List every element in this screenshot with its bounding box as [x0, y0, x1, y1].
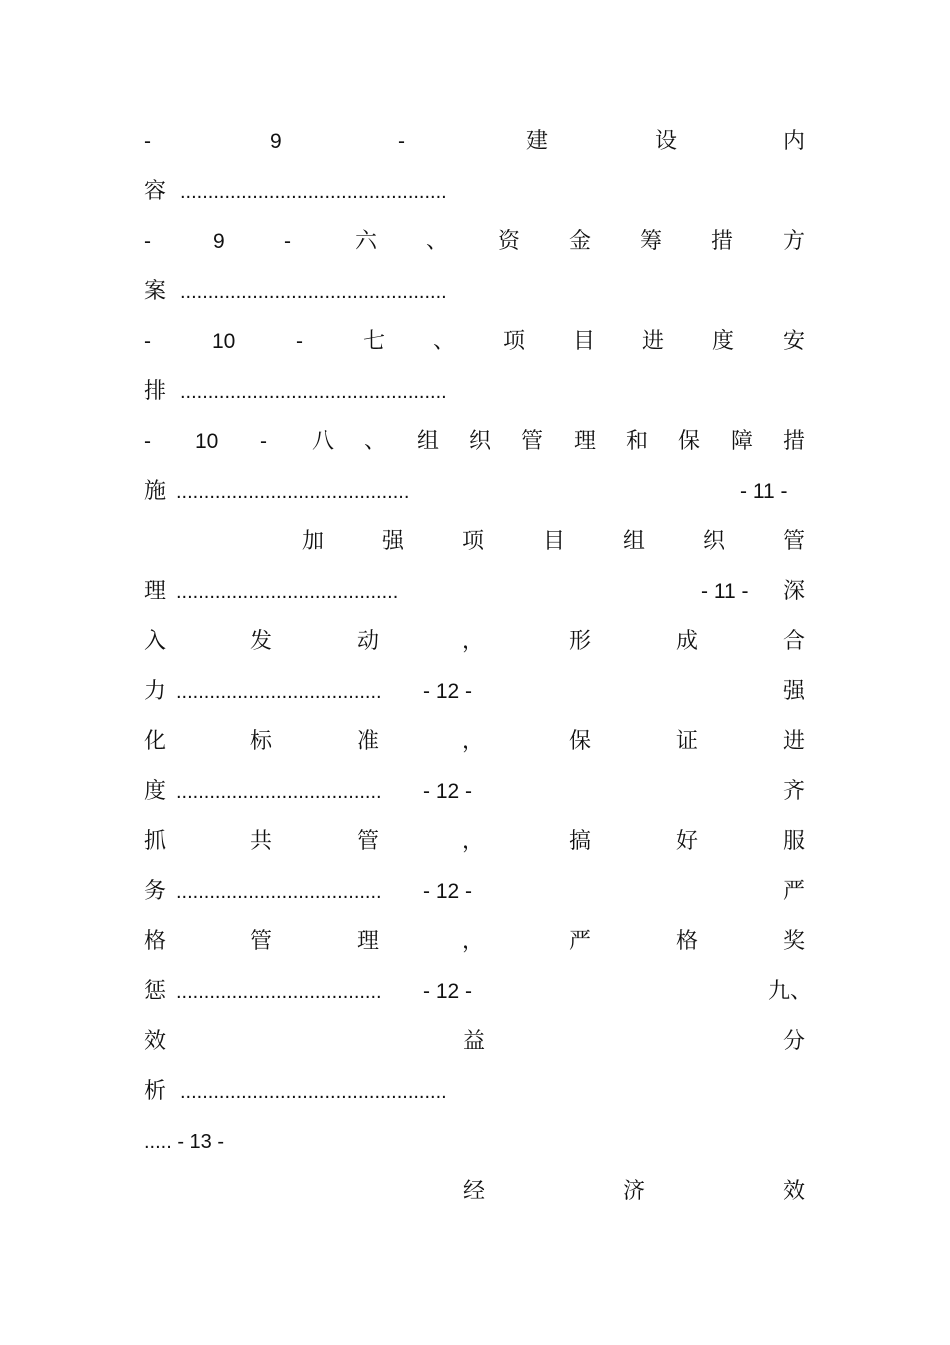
- toc-char: 形: [569, 629, 592, 654]
- toc-char: 障: [731, 429, 754, 454]
- toc-char: 保: [678, 429, 701, 454]
- toc-char: 严: [783, 879, 806, 904]
- toc-page-number: 9: [213, 230, 225, 253]
- toc-line: [144, 776, 805, 808]
- toc-line: [144, 1026, 805, 1058]
- toc-leader-dots: .....................................: [176, 881, 382, 903]
- toc-char: 进: [642, 329, 665, 354]
- toc-char: 目: [573, 329, 596, 354]
- toc-char: 容: [144, 179, 167, 204]
- toc-char: 抓: [144, 829, 167, 854]
- toc-char: 施: [144, 479, 167, 504]
- toc-char: 强: [783, 679, 806, 704]
- toc-char: 织: [469, 429, 492, 454]
- toc-page-number: - 12 -: [423, 880, 473, 903]
- toc-line: [144, 1176, 805, 1208]
- toc-char: 理: [357, 929, 380, 954]
- toc-line: [144, 176, 805, 208]
- toc-char: 分: [783, 1029, 806, 1054]
- toc-char: 和: [626, 429, 649, 454]
- toc-page-number: - 12 -: [423, 680, 473, 703]
- toc-line: [144, 376, 805, 408]
- toc-punct: ，: [462, 729, 485, 754]
- toc-char: 惩: [144, 979, 167, 1004]
- toc-line: [144, 126, 805, 158]
- toc-char: 资: [498, 229, 521, 254]
- toc-char: 筹: [640, 229, 663, 254]
- toc-line: [144, 826, 805, 858]
- toc-line: [144, 226, 805, 258]
- toc-char: 项: [462, 529, 485, 554]
- toc-punct: ，: [462, 629, 485, 654]
- toc-char: 理: [574, 429, 597, 454]
- toc-dash: -: [296, 330, 303, 353]
- toc-char: 组: [623, 529, 646, 554]
- toc-char: 措: [783, 429, 806, 454]
- toc-char: 服: [783, 829, 806, 854]
- toc-line: [144, 276, 805, 308]
- toc-page-number: 9: [270, 130, 282, 153]
- toc-char: 、: [433, 329, 456, 354]
- toc-char: 组: [417, 429, 440, 454]
- toc-char: 管: [357, 829, 380, 854]
- toc-line: [144, 426, 805, 458]
- toc-line: [144, 976, 813, 1008]
- toc-char: 七: [363, 329, 386, 354]
- toc-line: [144, 926, 805, 958]
- toc-char: 案: [144, 279, 167, 304]
- toc-char: 措: [711, 229, 734, 254]
- toc-char: 方: [783, 229, 806, 254]
- toc-char: 动: [357, 629, 380, 654]
- toc-page-number: - 11 -: [701, 580, 749, 603]
- toc-char: 深: [783, 579, 806, 604]
- toc-char: 合: [783, 629, 806, 654]
- toc-leader-dots: ................................................: [180, 1081, 447, 1103]
- toc-char: 奖: [783, 929, 806, 954]
- toc-page-number: - 11 -: [740, 480, 788, 503]
- toc-line: [144, 576, 805, 608]
- toc-line: [144, 1126, 805, 1158]
- toc-char: 目: [543, 529, 566, 554]
- toc-char: 八: [312, 429, 335, 454]
- toc-line: [144, 626, 805, 658]
- toc-char: 格: [144, 929, 167, 954]
- toc-char: 发: [250, 629, 273, 654]
- toc-dash: -: [284, 230, 291, 253]
- toc-char: 、: [426, 229, 449, 254]
- toc-char: 务: [144, 879, 167, 904]
- toc-char: 化: [144, 729, 167, 754]
- toc-char: 格: [676, 929, 699, 954]
- toc-char: 管: [521, 429, 544, 454]
- toc-char: 好: [676, 829, 699, 854]
- toc-dash: -: [260, 430, 267, 453]
- toc-leader-dots: .....................................: [176, 681, 382, 703]
- toc-dash: -: [398, 130, 405, 153]
- toc-char: 加: [302, 529, 325, 554]
- toc-char: 织: [703, 529, 726, 554]
- toc-char: 安: [783, 329, 806, 354]
- toc-char: 理: [144, 579, 167, 604]
- toc-char: 济: [623, 1179, 646, 1204]
- toc-char: 设: [655, 129, 678, 154]
- toc-char: 内: [783, 129, 806, 154]
- toc-char: 排: [144, 379, 167, 404]
- toc-char: 齐: [783, 779, 806, 804]
- toc-char: 严: [569, 929, 592, 954]
- toc-char: 保: [569, 729, 592, 754]
- toc-char: 成: [676, 629, 699, 654]
- toc-line: [144, 676, 805, 708]
- toc-punct: ，: [462, 929, 485, 954]
- toc-leader-dots: .....................................: [176, 781, 382, 803]
- toc-leader-dots: ................................................: [180, 281, 447, 303]
- toc-char: 证: [676, 729, 699, 754]
- toc-char: 共: [250, 829, 273, 854]
- toc-line: [144, 326, 805, 358]
- toc-leader-dots: ................................................: [180, 181, 447, 203]
- toc-dash: -: [144, 430, 151, 453]
- toc-char: 析: [144, 1079, 167, 1104]
- toc-line: [144, 1076, 805, 1108]
- toc-char: 经: [463, 1179, 486, 1204]
- toc-char: 金: [569, 229, 592, 254]
- toc-page-number: 10: [212, 330, 236, 353]
- toc-char: 强: [382, 529, 405, 554]
- toc-char: 效: [783, 1179, 806, 1204]
- toc-char: 管: [783, 529, 806, 554]
- toc-line: [144, 526, 805, 558]
- toc-page-number: ..... - 13 -: [144, 1131, 225, 1153]
- toc-line: [144, 876, 805, 908]
- toc-heading-number: 九、: [768, 979, 813, 1004]
- toc-dash: -: [144, 330, 151, 353]
- toc-char: 进: [783, 729, 806, 754]
- toc-char: 准: [357, 729, 380, 754]
- toc-line: [144, 476, 805, 508]
- toc-leader-dots: ..........................................: [176, 481, 410, 503]
- toc-char: 建: [526, 129, 549, 154]
- toc-punct: ，: [462, 829, 485, 854]
- toc-char: 项: [503, 329, 526, 354]
- toc-dash: -: [144, 130, 151, 153]
- toc-char: 力: [144, 679, 167, 704]
- toc-dash: -: [144, 230, 151, 253]
- toc-char: 、: [364, 429, 387, 454]
- toc-line: [144, 726, 805, 758]
- toc-char: 标: [250, 729, 273, 754]
- toc-char: 效: [144, 1029, 167, 1054]
- toc-page-number: - 12 -: [423, 980, 473, 1003]
- toc-char: 入: [144, 629, 167, 654]
- toc-char: 搞: [569, 829, 592, 854]
- toc-page-number: - 12 -: [423, 780, 473, 803]
- toc-leader-dots: ........................................: [176, 581, 399, 603]
- toc-leader-dots: ................................................: [180, 381, 447, 403]
- toc-char: 管: [250, 929, 273, 954]
- toc-char: 度: [712, 329, 735, 354]
- toc-char: 六: [355, 229, 378, 254]
- toc-leader-dots: .....................................: [176, 981, 382, 1003]
- toc-char: 度: [144, 779, 167, 804]
- toc-char: 益: [463, 1029, 486, 1054]
- toc-page-number: 10: [195, 430, 219, 453]
